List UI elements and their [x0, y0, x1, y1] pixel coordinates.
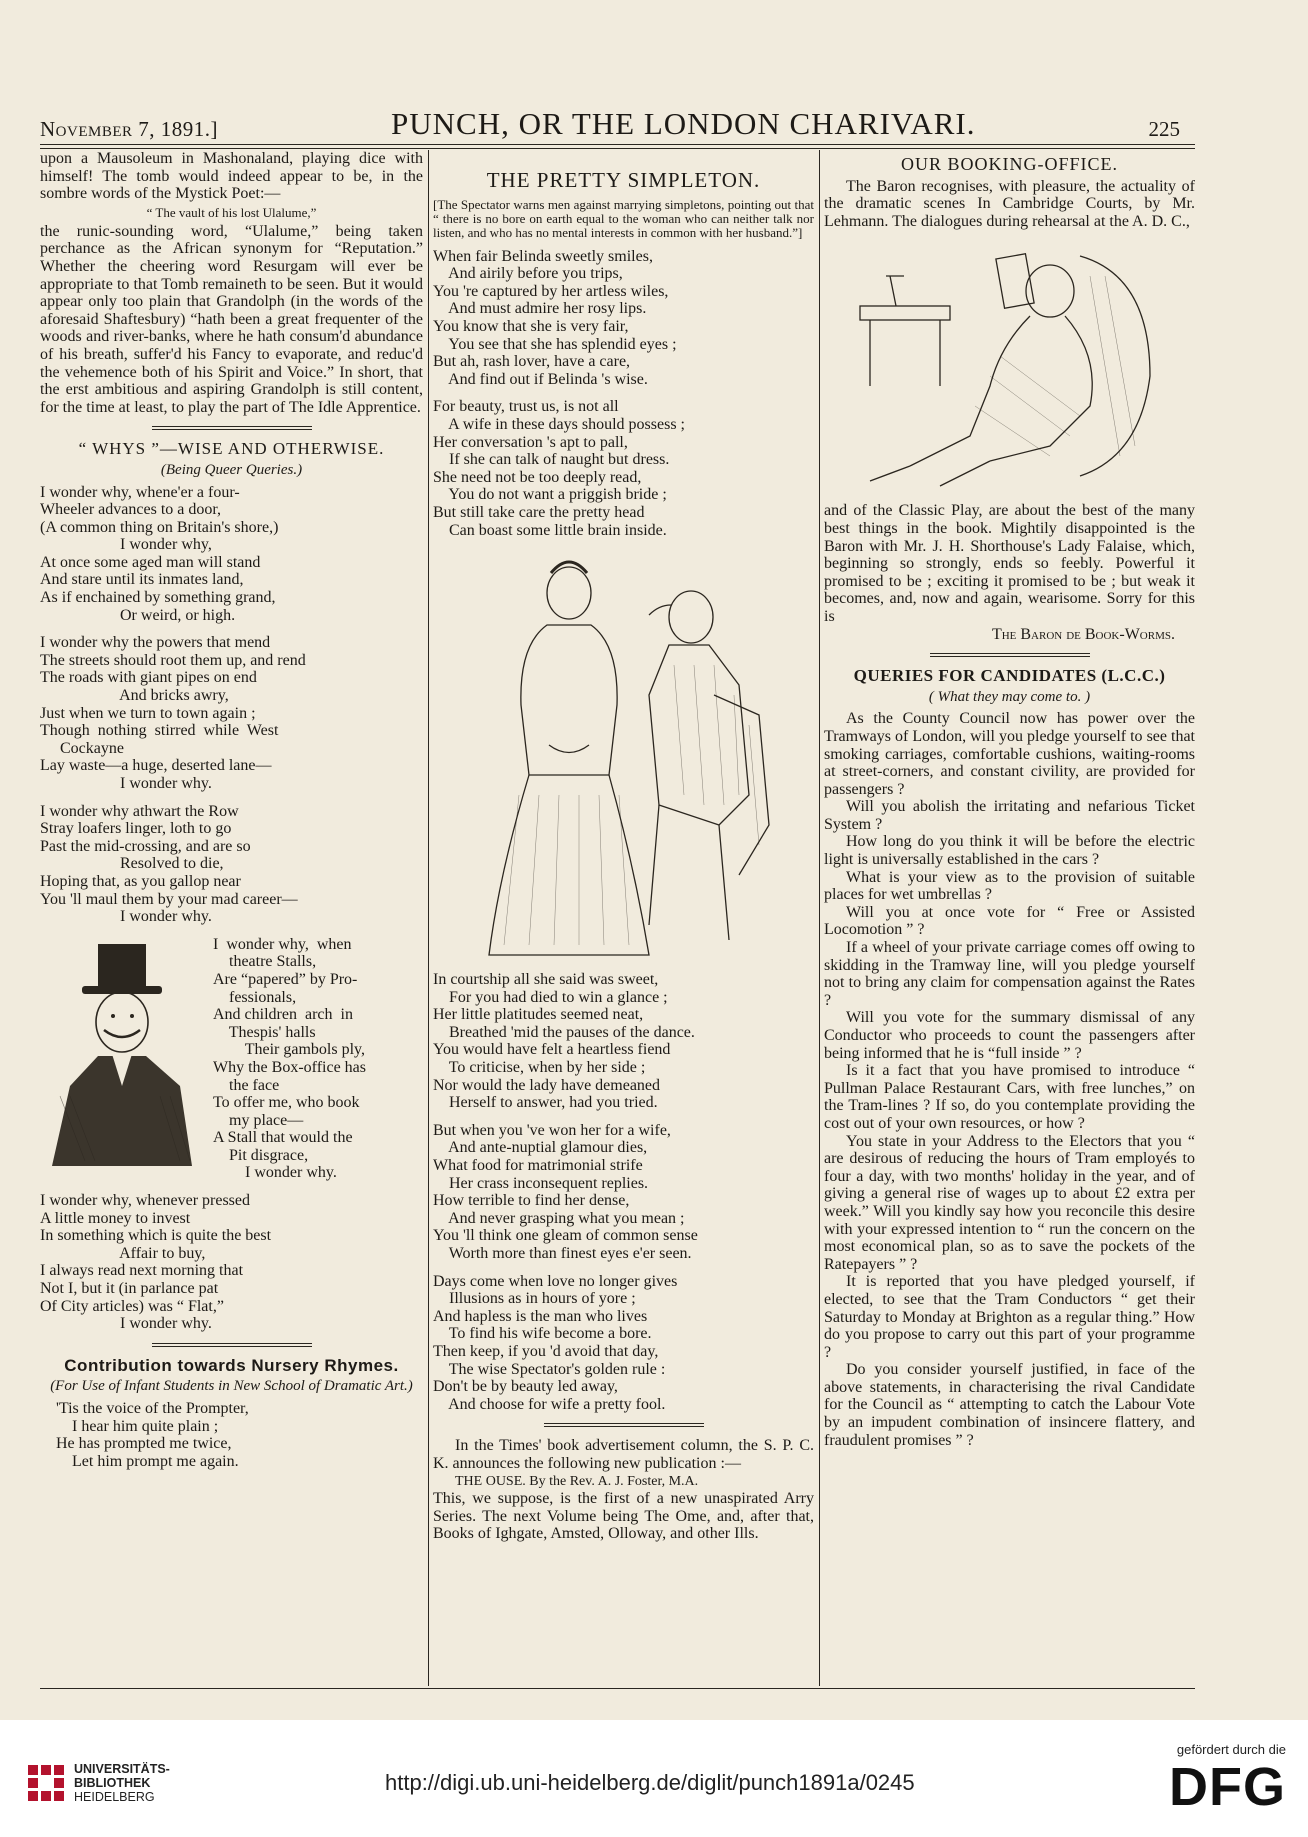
separator: [152, 1343, 312, 1347]
page-number: 225: [1148, 117, 1180, 141]
couple-courtship-illustration: [459, 545, 789, 965]
booking-signature: The Baron de Book-Worms.: [991, 625, 1175, 643]
query-7: Will you vote for the summary dismissal of any Conductor who proceeds to count the passengers after being informed that he is “full inside ” ?: [824, 1009, 1195, 1062]
poem-title: THE PRETTY SIMPLETON.: [486, 168, 761, 192]
separator: [152, 426, 312, 430]
advert-paragraph-2: This, we suppose, is the first of a new unaspirated Arry Series. The next Volume being The Ome, and, after that, Books of Ighgate, Amsted, Olloway, and other Ills.: [433, 1490, 814, 1543]
query-4: What is your view as to the provision of suitable places for wet umbrellas ?: [824, 868, 1195, 904]
advert-book: THE OUSE. By the Rev. A. J. Foster, M.A.: [455, 1473, 699, 1489]
query-9: You state in your Address to the Electors that you “ are desirous of reducing the hours of Tram employés to four a day, with two months' holiday in the year, and of giving a general rise of wages up to about £2 extra per week.” Will you kindly say how you reconcile this desire with your expressed intention to “ run the concern on the most economical plan, so as to save the pockets of the Ratepayers ” ?: [824, 1132, 1195, 1273]
nursery-title: Contribution towards Nursery Rhymes.: [64, 1355, 399, 1375]
queries-subtitle: ( What they may come to. ): [928, 688, 1091, 705]
gentleman-top-hat-illustration: [40, 936, 205, 1166]
poem-stanza-1: When fair Belinda sweetly smiles, And airily before you trips, You 're captured by her artless wiles, And must admire her rosy lips. You know that she is very fair, You see that she has splendid eyes ; But ah, rash lover, have a care, And find out if Belinda 's wise.: [433, 247, 677, 388]
page-header: [40, 100, 1180, 142]
whys-stanza-2: I wonder why the powers that mend The streets should root them up, and rend The roads with giant pipes on end And bricks awry, Just when we turn to town again ; Though nothing stirred while West Cockayne Lay waste—a huge, deserted lane— I wonder why.: [40, 634, 306, 792]
nursery-subtitle: (For Use of Infant Students in New School of Dramatic Art.): [50, 1378, 413, 1395]
col1-quote: “ The vault of his lost Ulalume,”: [146, 204, 317, 220]
poem-note: [The Spectator warns men against marrying simpletons, pointing out that “ there is no bore on earth equal to the woman who can neither talk nor listen, and who has no mental interests in common with her husband.”]: [433, 196, 814, 240]
query-8: Is it a fact that you have promised to introduce “ Pullman Palace Restaurant Cars, with free lunches,” on the Tram-lines ? If so, do you contemplate providing the cost out of your own resources, or how ?: [824, 1062, 1195, 1132]
library-emblem-icon: [28, 1765, 64, 1801]
poem-stanza-3: In courtship all she said was sweet, For you had died to win a glance ; Her little platitudes seemed neat, Breathed 'mid the pauses of the dance. You would have felt a heartless fiend To criticise, when by her side ; Nor would the lady have demeaned Herself to answer, had you tried.: [433, 971, 695, 1112]
col1-paragraph-1: upon a Mausoleum in Mashonaland, playing dice with himself! The tomb would indeed appear to be, in the sombre words of the Mystick Poet:—: [40, 150, 423, 203]
funded-by-label: gefördert durch die: [1176, 1742, 1286, 1757]
source-url-link[interactable]: http://digi.ub.uni-heidelberg.de/diglit/punch1891a/0245: [385, 1770, 915, 1795]
header-date: November 7, 1891.]: [40, 117, 218, 141]
booking-paragraph-2: and of the Classic Play, are about the best of the many best things in the book. Mightily disappointed is the Baron with Mr. J. H. Shorthouse's Lady Falaise, which, beginning so strongly, ends so feebly. Powerful it promised to be ; exciting it promised to be ; but weak it becomes, and, now and again, wearisome. Sorry for this is: [824, 502, 1195, 625]
stanza-with-illustration: [40, 936, 423, 1182]
header-title: PUNCH, OR THE LONDON CHARIVARI.: [391, 106, 976, 141]
column-2: [433, 150, 814, 1543]
whys-stanza-1: I wonder why, whene'er a four- Wheeler advances to a door, (A common thing on Britain's shore,) I wonder why, At once some aged man will stand And stare until its inmates land, As if enchained by something grand, Or weird, or high.: [40, 483, 279, 624]
column-1: [40, 150, 423, 1470]
whys-subtitle: (Being Queer Queries.): [160, 461, 303, 478]
booking-paragraph-1: The Baron recognises, with pleasure, the actuality of the dramatic scenes In Cambridge Courts, by Mr. Lehmann. The dialogues during rehearsal at the A. D. C.,: [824, 177, 1195, 230]
nursery-verse: 'Tis the voice of the Prompter, I hear him quite plain ; He has prompted me twice, Let him prompt me again.: [56, 1400, 249, 1470]
column-3: [824, 150, 1195, 1449]
viewer-footer: [0, 1720, 1308, 1837]
query-6: If a wheel of your private carriage comes off owing to skidding in the Tramway line, will you pledge yourself not to bring any claim for compensation against the Rates ?: [824, 939, 1195, 1009]
footer-rule: [40, 1688, 1195, 1689]
library-name: UNIVERSITÄTS- BIBLIOTHEK HEIDELBERG: [74, 1762, 170, 1804]
query-11: Do you consider yourself justified, in face of the above statements, in characterising the rival Candidate for the Council as “ attempting to catch the Labour Vote by an impudent combination of insincere flattery, and fraudulent promises ” ?: [824, 1361, 1195, 1449]
whys-stanza-4: I wonder why, when theatre Stalls, Are “papered” by Pro- fessionals, And children arch in Thespis' halls Their gambols ply, Why the Box-office has the face To offer me, who book my place— A Stall that would the Pit disgrace, I wonder why.: [213, 935, 366, 1182]
booking-office-title: OUR BOOKING-OFFICE.: [900, 154, 1118, 174]
column-divider-2: [819, 150, 820, 1686]
whys-stanza-5: I wonder why, whenever pressed A little money to invest In something which is quite the best Affair to buy, I always read next morning that Not I, but it (in parlance pat Of City articles) was “ Flat,” I wonder why.: [40, 1192, 272, 1333]
column-divider-1: [428, 150, 429, 1686]
separator: [930, 653, 1090, 657]
col1-paragraph-2: the runic-sounding word, “Ulalume,” being taken perchance as the African synonym for “Reputation.” Whether the cheering word Resurgam will ever be appropriate to that Tomb remaineth to be seen. But it would appear only too plain that Grandolph (in the words of the aforesaid Shaftesbury) “hath been a great frequenter of the woods and river-banks, where he hath consum'd abundance of his breath, suffer'd his Fancy to evaporate, and reduc'd the vehemence both of his Spirit and Voice.” In short, that the erst ambitious and aspiring Grandolph is still content, for the time at least, to play the part of The Idle Apprentice.: [40, 222, 423, 416]
separator: [544, 1423, 704, 1427]
query-2: Will you abolish the irritating and nefarious Ticket System ?: [824, 798, 1195, 833]
poem-stanza-5: Days come when love no longer gives Illusions as in hours of yore ; And hapless is the man who lives To find his wife become a bore. Then keep, if you 'd avoid that day, The wise Spectator's golden rule : Don't be by beauty led away, And choose for wife a pretty fool.: [433, 1272, 678, 1413]
reading-baron-illustration: [850, 236, 1170, 496]
library-logo[interactable]: [28, 1762, 170, 1804]
query-5: Will you at once vote for “ Free or Assisted Locomotion ” ?: [824, 903, 1195, 939]
header-rule-thin: [40, 148, 1195, 149]
advert-paragraph-1: In the Times' book advertisement column, the S. P. C. K. announces the following new publication :—: [433, 1437, 814, 1472]
whys-title: “ WHYS ”—WISE AND OTHERWISE.: [78, 439, 385, 459]
header-rule: [40, 144, 1195, 145]
dfg-wordmark: DFG: [1169, 1757, 1286, 1817]
poem-stanza-4: But when you 've won her for a wife, And ante-nuptial glamour dies, What food for matrimonial strife Her crass inconsequent replies. How terrible to find her dense, And never grasping what you mean ; You 'll think one gleam of common sense Worth more than finest eyes e'er seen.: [433, 1121, 698, 1262]
query-1: As the County Council now has power over the Tramways of London, will you pledge yourself to see that smoking carriages, comfortable cushions, waiting-rooms at street-corners, and constant civility, are provided for passengers ?: [824, 710, 1195, 798]
query-10: It is reported that you have pledged yourself, if elected, to see that the Tram Conductors “ get their Saturday to Monday at Brighton as a regular thing.” How do you propose to carry out this part of your programme ?: [824, 1273, 1195, 1361]
dfg-logo[interactable]: [1169, 1742, 1286, 1817]
queries-title: QUERIES FOR CANDIDATES (L.C.C.): [853, 666, 1166, 686]
query-3: How long do you think it will be before the electric light is universally established in the cars ?: [824, 833, 1195, 869]
poem-stanza-2: For beauty, trust us, is not all A wife in these days should possess ; Her conversation 's apt to pall, If she can talk of naught but dress. She need not be too deeply read, You do not want a priggish bride ; But still take care the pretty head Can boast some little brain inside.: [433, 398, 685, 539]
whys-stanza-3: I wonder why athwart the Row Stray loafers linger, loth to go Past the mid-crossing, and are so Resolved to die, Hoping that, as you gallop near You 'll maul them by your mad career— I wonder why.: [40, 802, 298, 926]
